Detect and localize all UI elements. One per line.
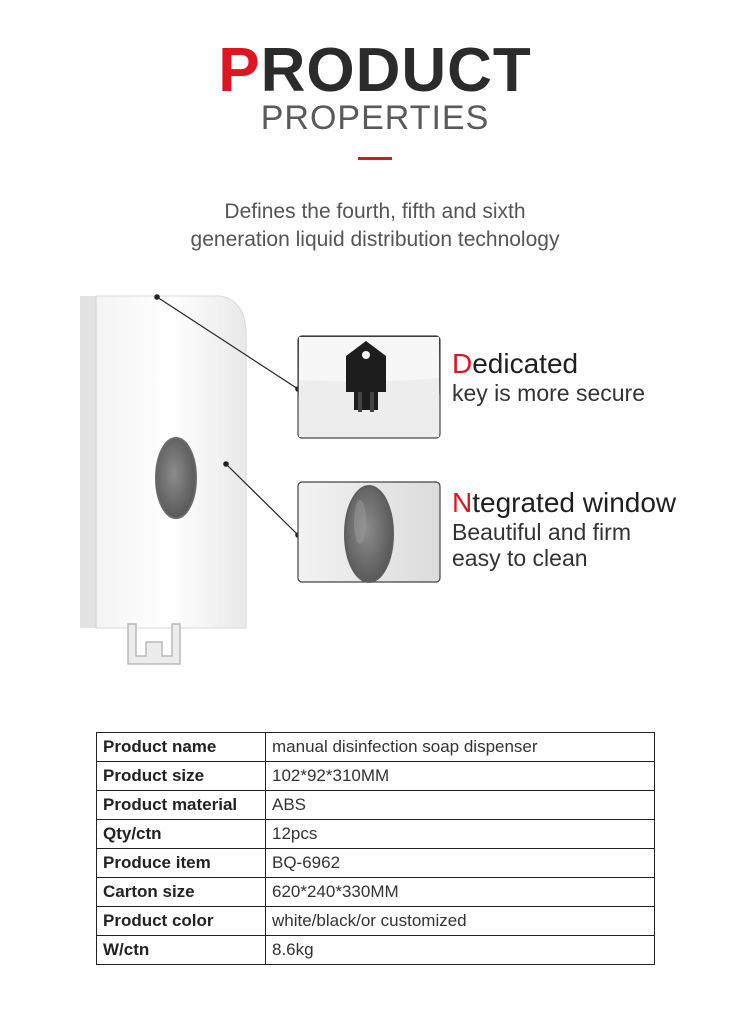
spec-value: ABS xyxy=(266,791,655,820)
title-rest: RODUCT xyxy=(260,36,532,105)
feature-line: key is more secure xyxy=(452,380,646,406)
feature-line: easy to clean xyxy=(452,545,588,571)
feature-dedicated-key xyxy=(452,348,645,406)
feature-title-rest: edicated xyxy=(472,348,579,379)
pump-lever-icon xyxy=(128,624,180,664)
spec-value: white/black/or customized xyxy=(266,907,655,936)
table-row xyxy=(97,936,655,965)
feature-line: Beautiful and firm xyxy=(452,519,631,545)
spec-value: 8.6kg xyxy=(266,936,655,965)
spec-label: W/ctn xyxy=(97,936,266,965)
key-detail-panel xyxy=(298,336,440,438)
description-line-2: generation liquid distribution technology xyxy=(190,228,560,251)
table-row xyxy=(97,733,655,762)
spec-label: Produce item xyxy=(97,849,266,878)
specs-table xyxy=(96,732,655,965)
window-detail-panel xyxy=(298,482,440,582)
product-illustration xyxy=(0,280,750,680)
table-row xyxy=(97,849,655,878)
table-row xyxy=(97,878,655,907)
description xyxy=(0,198,750,254)
spec-label: Qty/ctn xyxy=(97,820,266,849)
feature-accent-letter: D xyxy=(452,348,473,379)
spec-value: 102*92*310MM xyxy=(266,762,655,791)
description-line-1: Defines the fourth, fifth and sixth xyxy=(224,200,526,223)
page-title xyxy=(0,36,750,106)
feature-accent-letter: N xyxy=(452,487,473,518)
spec-label: Product size xyxy=(97,762,266,791)
feature-title xyxy=(452,487,676,519)
title-accent-letter: P xyxy=(218,36,261,105)
feature-title-rest: tegrated window xyxy=(472,487,677,518)
dispenser xyxy=(80,296,246,664)
table-row xyxy=(97,762,655,791)
feature-integrated-window xyxy=(452,487,676,571)
spec-value: 12pcs xyxy=(266,820,655,849)
spec-label: Carton size xyxy=(97,878,266,907)
table-row xyxy=(97,907,655,936)
spec-label: Product color xyxy=(97,907,266,936)
spec-value: 620*240*330MM xyxy=(266,878,655,907)
spec-value: BQ-6962 xyxy=(266,849,655,878)
dispenser-window xyxy=(156,438,196,518)
spec-label: Product material xyxy=(97,791,266,820)
page-subtitle: PROPERTIES xyxy=(260,99,490,137)
table-row xyxy=(97,820,655,849)
title-divider xyxy=(358,157,392,160)
feature-title xyxy=(452,348,645,380)
spec-label: Product name xyxy=(97,733,266,762)
table-row xyxy=(97,791,655,820)
spec-value: manual disinfection soap dispenser xyxy=(266,733,655,762)
